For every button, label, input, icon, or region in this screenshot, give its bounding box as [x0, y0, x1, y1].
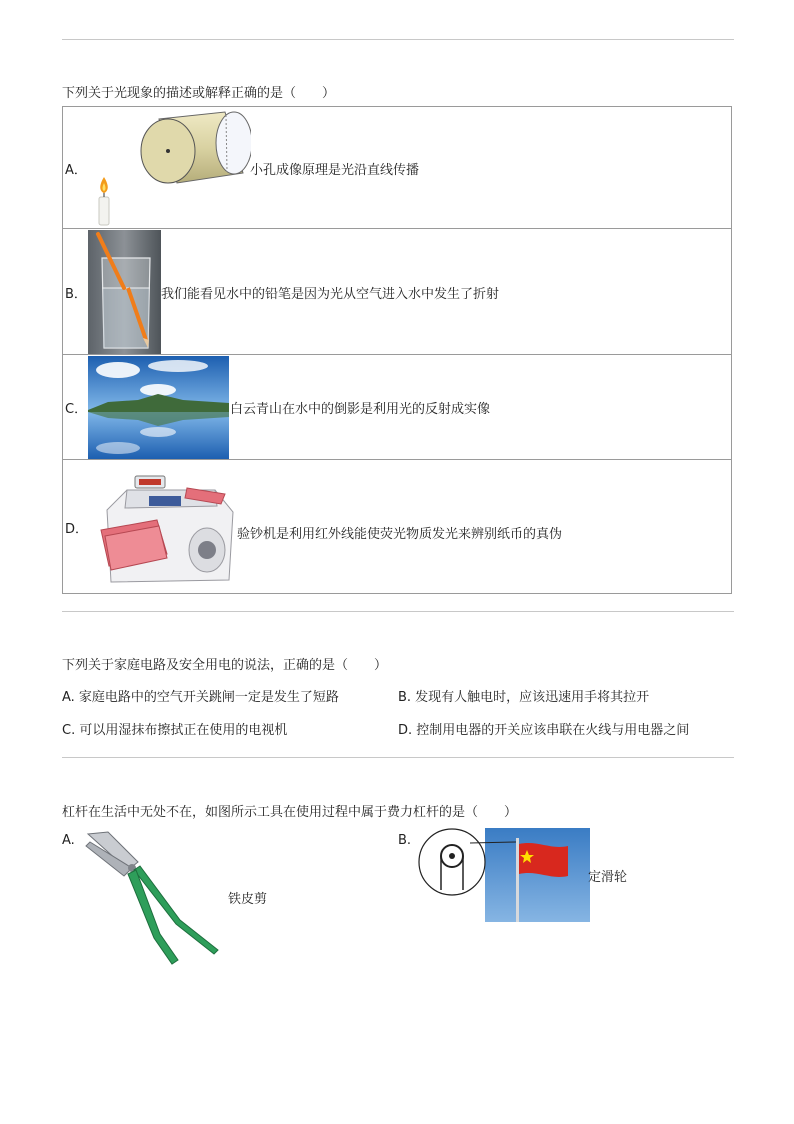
option-text: 小孔成像原理是光沿直线传播	[250, 163, 420, 178]
option-text: 验钞机是利用红外线能使荧光物质发光来辨别纸币的真伪	[237, 527, 563, 542]
q2-option-a[interactable]: A. 家庭电路中的空气开关跳闸一定是发生了短路	[62, 690, 339, 705]
option-letter: A．	[65, 163, 87, 178]
q1-option-b[interactable]	[63, 229, 731, 355]
q2-option-c[interactable]: C. 可以用湿抹布擦拭正在使用的电视机	[62, 723, 288, 738]
q1-options-table	[62, 106, 732, 594]
mountain-lake-reflection-image	[88, 356, 229, 459]
pinhole-camera-with-candle-image	[81, 107, 251, 227]
pencil-in-water-glass-image	[88, 230, 161, 354]
option-letter: B．	[65, 287, 87, 302]
option-letter: B.	[398, 833, 412, 848]
option-text: 我们能看见水中的铅笔是因为光从空气进入水中发生了折射	[161, 287, 500, 302]
top-divider	[62, 39, 734, 40]
q1-option-a[interactable]	[63, 107, 731, 229]
q2-option-d[interactable]: D. 控制用电器的开关应该串联在火线与用电器之间	[398, 723, 690, 738]
q2-divider	[62, 757, 734, 758]
q3-option-a[interactable]	[62, 828, 302, 978]
banknote-counter-machine-image	[97, 470, 237, 590]
q2-option-b[interactable]: B. 发现有人触电时，应该迅速用手将其拉开	[398, 690, 650, 705]
option-letter: C．	[65, 402, 88, 417]
option-caption: 铁皮剪	[228, 892, 268, 907]
tin-snips-image	[80, 828, 230, 968]
option-letter: D．	[65, 522, 89, 537]
q1-stem: 下列关于光现象的描述或解释正确的是（ ）	[62, 86, 336, 101]
q1-divider	[62, 611, 734, 612]
option-text: 白云青山在水中的倒影是利用光的反射成实像	[230, 402, 491, 417]
option-caption: 定滑轮	[588, 870, 628, 885]
q3-stem: 杠杆在生活中无处不在，如图所示工具在使用过程中属于费力杠杆的是（ ）	[62, 805, 518, 820]
q1-option-c[interactable]	[63, 355, 731, 460]
q3-option-b[interactable]	[398, 828, 658, 928]
option-letter: A.	[62, 833, 75, 848]
fixed-pulley-flagpole-image	[418, 828, 590, 924]
q2-stem: 下列关于家庭电路及安全用电的说法，正确的是（ ）	[62, 658, 388, 673]
q1-option-d[interactable]	[63, 460, 731, 593]
